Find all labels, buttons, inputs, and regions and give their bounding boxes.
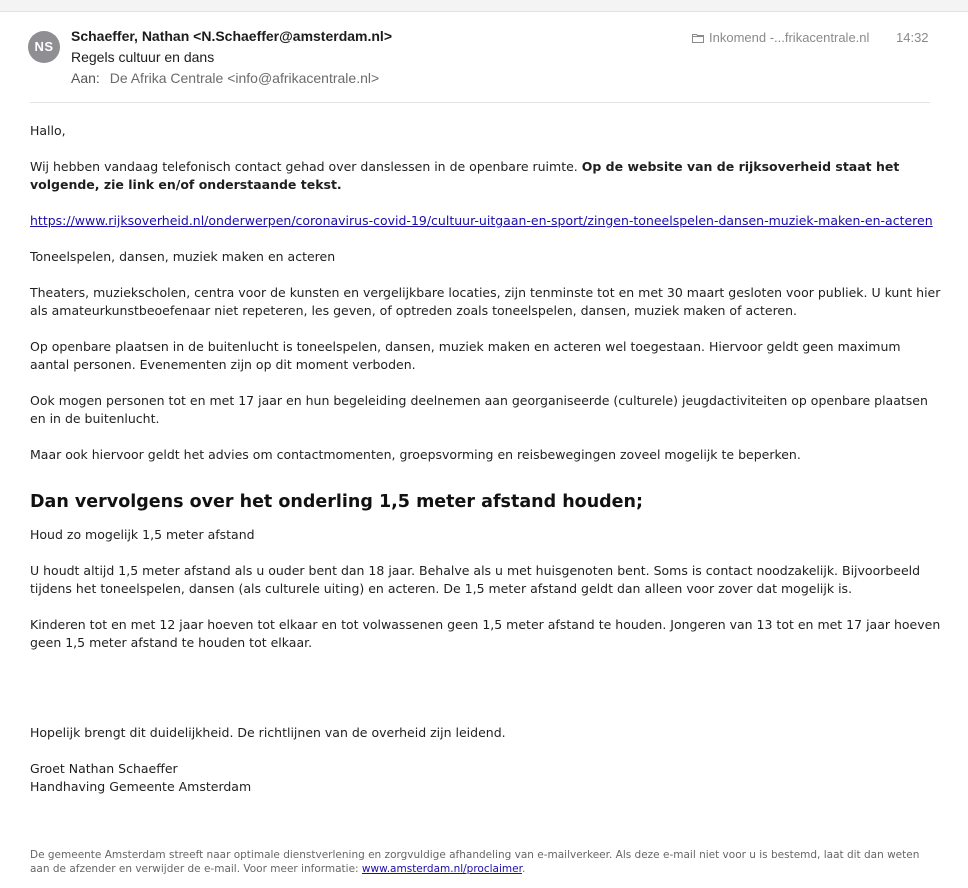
signoff-line-1: Groet Nathan Schaeffer bbox=[30, 761, 178, 776]
signature bbox=[30, 760, 942, 796]
disclaimer-end: . bbox=[521, 863, 526, 875]
paragraph-2: Op openbare plaatsen in de buitenlucht is toneelspelen, dansen, muziek maken en acteren wel toegestaan. Hiervoor geldt geen maximum aantal personen. Evenementen zijn op dit moment verboden. bbox=[30, 339, 901, 372]
paragraph-3: Ook mogen personen tot en met 17 jaar en hun begeleiding deelnemen aan georganiseerde (culturele) jeugdactiviteiten op openbare plaatsen en in de buitenlucht. bbox=[30, 393, 928, 426]
mailbox-indicator[interactable] bbox=[692, 30, 869, 45]
section-title: Toneelspelen, dansen, muziek maken en acteren bbox=[30, 249, 336, 264]
intro-text: Wij hebben vandaag telefonisch contact gehad over danslessen in de openbare ruimte. bbox=[30, 159, 582, 174]
email-header bbox=[0, 11, 968, 103]
spacer bbox=[30, 670, 942, 724]
rijksoverheid-link[interactable]: https://www.rijksoverheid.nl/onderwerpen/coronavirus-covid-19/cultuur-uitgaan-en-sport/zingen-toneelspelen-dansen-muziek-maken-en-acteren bbox=[30, 213, 933, 228]
header-divider bbox=[30, 102, 930, 103]
link-paragraph bbox=[30, 212, 942, 230]
folder-icon bbox=[692, 33, 704, 43]
distance-heading: Dan vervolgens over het onderling 1,5 meter afstand houden; bbox=[30, 492, 644, 512]
received-time: 14:32 bbox=[896, 30, 929, 45]
email-disclaimer bbox=[30, 848, 942, 876]
proclaimer-link[interactable]: www.amsterdam.nl/proclaimer bbox=[361, 863, 522, 875]
sender-avatar[interactable]: NS bbox=[28, 31, 60, 63]
recipient-address[interactable]: De Afrika Centrale <info@afrikacentrale.nl> bbox=[109, 70, 380, 86]
mailbox-label: Inkomend -...frikacentrale.nl bbox=[709, 30, 870, 45]
paragraph-7: Kinderen tot en met 12 jaar hoeven tot elkaar en tot volwassenen geen 1,5 meter afstand te houden. Jongeren van 13 tot en met 17 jaar hoeven geen 1,5 meter afstand te houden tot elkaar. bbox=[30, 617, 941, 650]
intro-paragraph bbox=[30, 158, 942, 194]
paragraph-5: Houd zo mogelijk 1,5 meter afstand bbox=[30, 527, 255, 542]
greeting: Hallo, bbox=[30, 123, 66, 138]
signoff-line-2: Handhaving Gemeente Amsterdam bbox=[30, 779, 252, 794]
recipient-row bbox=[71, 70, 379, 86]
sender-name[interactable]: Schaeffer, Nathan <N.Schaeffer@amsterdam.nl> bbox=[71, 28, 392, 44]
email-subject: Regels cultuur en dans bbox=[71, 49, 215, 65]
paragraph-1: Theaters, muziekscholen, centra voor de kunsten en vergelijkbare locaties, zijn tenminste tot en met 30 maart gesloten voor publiek. U kunt hier als amateurkunstbeoefenaar niet repeteren, les geven, of optreden zoals toneelspelen, dansen, muziek maken of acteren. bbox=[30, 285, 941, 318]
paragraph-4: Maar ook hiervoor geldt het advies om contactmomenten, groepsvorming en reisbewegingen zoveel mogelijk te beperken. bbox=[30, 447, 801, 462]
paragraph-8: Hopelijk brengt dit duidelijkheid. De richtlijnen van de overheid zijn leidend. bbox=[30, 725, 506, 740]
email-body bbox=[30, 122, 942, 796]
intro-bold-text: Op de website van de rijksoverheid staat het volgende, zie link en/of onderstaande tekst. bbox=[30, 159, 900, 192]
to-label: Aan: bbox=[71, 70, 100, 86]
paragraph-6: U houdt altijd 1,5 meter afstand als u ouder bent dan 18 jaar. Behalve als u met huisgenoten bent. Soms is contact noodzakelijk. Bijvoorbeeld tijdens het toneelspelen, dansen (als culturele uiting) en acteren. De 1,5 meter afstand geldt dan alleen voor zover dat mogelijk is. bbox=[30, 563, 921, 596]
disclaimer-text: De gemeente Amsterdam streeft naar optimale dienstverlening en zorgvuldige afhandeling van e-mailverkeer. Als deze e-mail niet voor u is bestemd, laat dit dan weten aan de afzender en verwijder de e-mail. Voor meer informatie: bbox=[30, 849, 920, 875]
